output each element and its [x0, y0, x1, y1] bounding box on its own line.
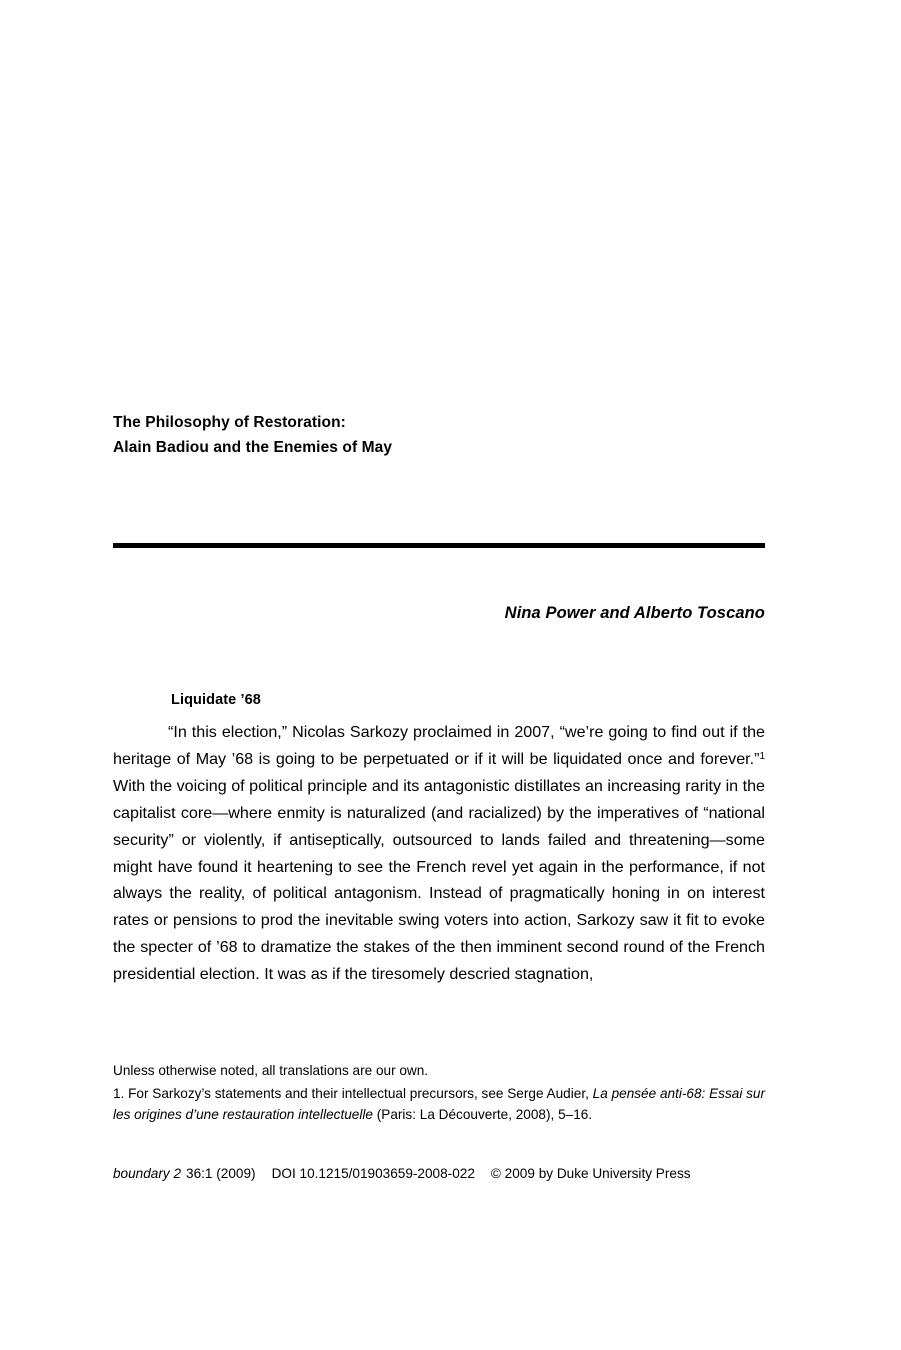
journal-imprint-line — [113, 1164, 765, 1184]
journal-doi[interactable]: DOI 10.1215/01903659-2008-022 — [271, 1166, 475, 1181]
section-heading: Liquidate ’68 — [171, 692, 261, 709]
translation-note: Unless otherwise noted, all translations are our own. — [113, 1063, 429, 1078]
footnote-section — [113, 1060, 765, 1126]
footnote-1-prefix: 1. For Sarkozy’s statements and their intellectual precursors, see Serge Audier, — [113, 1085, 593, 1101]
journal-copyright: © 2009 by Duke University Press — [490, 1166, 691, 1181]
author-byline: Nina Power and Alberto Toscano — [504, 604, 765, 622]
body-text — [113, 719, 765, 988]
footnote-1 — [113, 1083, 765, 1126]
footnote-1-suffix: (Paris: La Découverte, 2008), 5–16. — [372, 1107, 593, 1123]
title-divider-rule — [113, 543, 765, 548]
paragraph-opening — [113, 719, 765, 988]
article-title-line-1: The Philosophy of Restoration: — [113, 414, 346, 432]
footnote-reference-1[interactable]: 1 — [759, 750, 765, 762]
footnote-1-book-title: La pensée anti-68: Essai sur les origines d’une restauration intellectuelle — [113, 1085, 766, 1123]
paragraph-text-part-2: With the voicing of political principle and its antagonistic distillates an increasing rarity in the capitalist core—where enmity is naturalized (and racialized) by the imperatives of “national security” or violently, if antiseptically, outsourced to lands failed and threatening—some might have found it heartening to see the French revel yet again in the performance, if not always the reality, of political antagonism. Instead of pragmatically honing in on interest rates or pensions to prod the inevitable swing voters into action, Sarkozy saw it fit to evoke the specter of ’68 to dramatize the stakes of the then imminent second round of the French presidential election. It was as if the tiresomely descried stagnation, — [113, 776, 765, 984]
page-title — [113, 410, 765, 460]
paragraph-text-part-1: “In this election,” Nicolas Sarkozy proclaimed in 2007, “we’re going to find out if the heritage of May ’68 is going to be perpetuated or if it will be liquidated once and forever.” — [113, 723, 765, 768]
journal-volume-issue-year: 36:1 (2009) — [186, 1166, 256, 1181]
journal-name: boundary 2 — [113, 1166, 182, 1181]
article-title-line-2: Alain Badiou and the Enemies of May — [113, 439, 393, 457]
